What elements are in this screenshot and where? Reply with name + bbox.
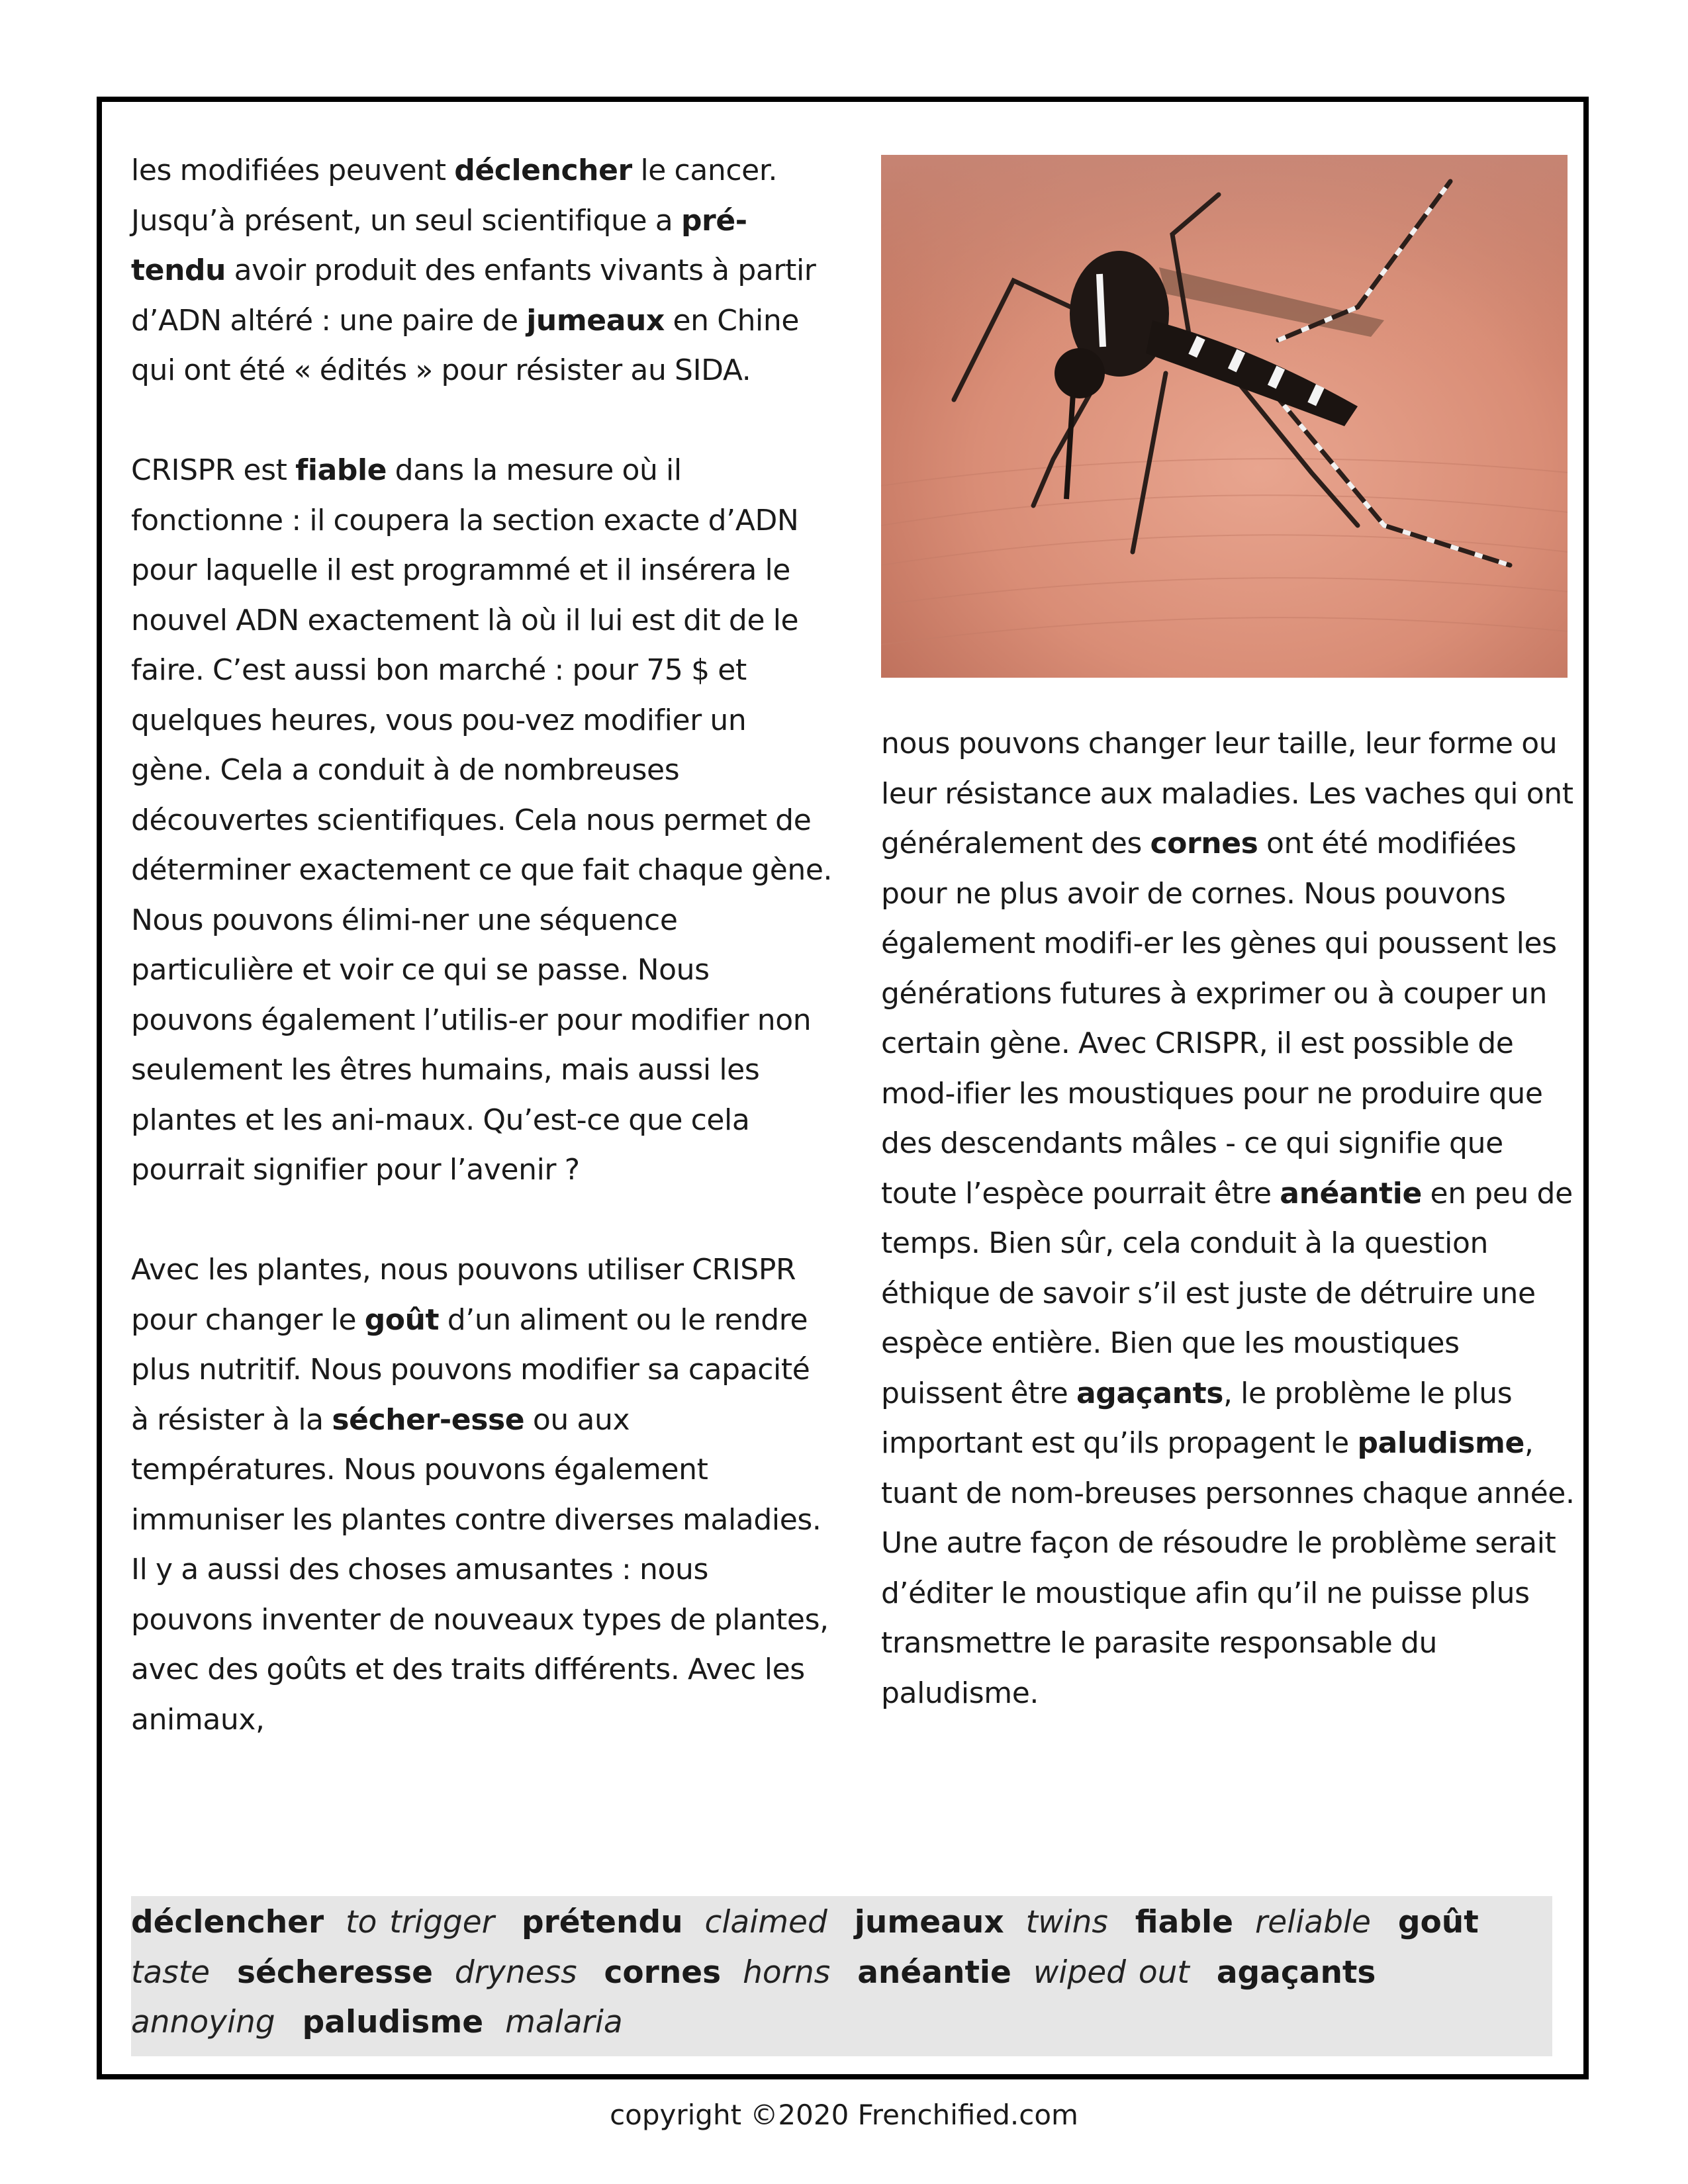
glossary-term: prétendu xyxy=(521,1904,683,1940)
glossary-translation: annoying xyxy=(131,2004,275,2040)
glossary-term: anéantie xyxy=(857,1954,1011,1991)
glossary-translation: malaria xyxy=(505,2004,623,2040)
glossary-translation: taste xyxy=(131,1954,211,1991)
text-run: le cancer. Jusqu’à présent, un seul scientifique a xyxy=(131,154,778,238)
vocabulary-glossary xyxy=(131,1896,1552,2056)
glossary-translation: wiped out xyxy=(1033,1954,1190,1991)
text-run: d’un aliment ou le rendre plus nutritif. Nous pouvons modifier sa capacité à résister à la xyxy=(131,1302,810,1437)
body-paragraph xyxy=(881,719,1576,1718)
copyright-footer: copyright ©2020 Frenchified.com xyxy=(610,2099,1078,2131)
text-run: CRISPR est xyxy=(131,453,296,487)
vocab-word: anéantie xyxy=(1280,1176,1422,1210)
vocab-word: cornes xyxy=(1150,827,1258,860)
right-column xyxy=(881,719,1576,1718)
vocab-word: goût xyxy=(364,1302,440,1337)
left-column xyxy=(131,146,833,1745)
text-run: en Chine qui ont été « édités » pour résister au SIDA. xyxy=(131,303,800,387)
glossary-term: goût xyxy=(1397,1904,1479,1940)
text-run: , tuant de nom-breuses personnes chaque année. Une autre façon de résoudre le problème serait d’éditer le moustique afin qu’il ne puisse plus transmettre le parasite responsable du paludisme. xyxy=(881,1426,1575,1710)
body-paragraph xyxy=(131,445,833,1195)
glossary-term: déclencher xyxy=(131,1904,324,1940)
vocab-word: paludisme xyxy=(1357,1426,1524,1460)
text-run: nous pouvons changer leur taille, leur forme ou leur résistance aux maladies. Les vaches qui ont généralement des xyxy=(881,727,1573,860)
text-run: Avec les plantes, nous pouvons utiliser CRISPR pour changer le xyxy=(131,1253,796,1337)
text-run: dans la mesure où il fonctionne : il coupera la section exacte d’ADN pour laquelle il est programmé et il insérera le nouvel ADN exactement là où il lui est dit de le faire. C’est aussi bon marché : pour 75 $ et quelques heures, vous pou-vez modifier un gène. Cela a conduit à de nombreuses découvertes scientifiques. Cela nous permet de déterminer exactement ce que fait chaque gène. Nous pouvons élimi-ner une séquence particulière et voir ce qui se passe. Nous pouvons également l’utilis-er pour modifier non seulement les êtres humains, mais aussi les plantes et les ani-maux. Qu’est-ce que cela pourrait signifier pour l’avenir ? xyxy=(131,453,833,1187)
mosquito-on-skin-image xyxy=(881,155,1568,678)
glossary-term: cornes xyxy=(604,1954,722,1991)
vocab-word: sécher-esse xyxy=(332,1402,525,1437)
text-run: ou aux températures. Nous pouvons également immuniser les plantes contre diverses maladies. Il y a aussi des choses amusantes : nous pouvons inventer de nouveaux types de plantes, avec des goûts et des traits différents. Avec les animaux, xyxy=(131,1402,829,1737)
body-paragraph xyxy=(131,146,833,396)
mosquito-photo xyxy=(881,155,1568,678)
vocab-word: agaçants xyxy=(1076,1376,1223,1410)
text-run: les modifiées peuvent xyxy=(131,154,455,187)
text-run: , le problème le plus important est qu’ils propagent le xyxy=(881,1376,1513,1460)
glossary-translation: horns xyxy=(743,1954,831,1991)
vocab-word: déclencher xyxy=(454,154,632,187)
glossary-term: jumeaux xyxy=(854,1904,1004,1940)
body-paragraph xyxy=(131,1245,833,1745)
text-run: ont été modifiées pour ne plus avoir de cornes. Nous pouvons également modifi-er les gènes qui poussent les générations futures à exprimer ou à couper un certain gène. Avec CRISPR, il est possible de mod-ifier les moustiques pour ne produire que des descendants mâles - ce qui signifie que toute l’espèce pourrait être xyxy=(881,827,1557,1210)
glossary-term: paludisme xyxy=(302,2004,484,2040)
vocab-word: fiable xyxy=(295,453,387,487)
glossary-translation: twins xyxy=(1025,1904,1108,1940)
vocab-word: pré-tendu xyxy=(131,203,747,287)
text-run: avoir produit des enfants vivants à partir d’ADN altéré : une paire de xyxy=(131,253,816,338)
vocab-word: jumeaux xyxy=(526,303,665,338)
text-run: en peu de temps. Bien sûr, cela conduit à la question éthique de savoir s’il est juste de détruire une espèce entière. Bien que les moustiques puissent être xyxy=(881,1176,1573,1410)
glossary-translation: to trigger xyxy=(346,1904,494,1940)
glossary-translation: reliable xyxy=(1254,1904,1371,1940)
glossary-term: sécheresse xyxy=(237,1954,433,1991)
glossary-translation: dryness xyxy=(454,1954,577,1991)
glossary-translation: claimed xyxy=(704,1904,827,1940)
glossary-term: agaçants xyxy=(1216,1954,1376,1991)
glossary-term: fiable xyxy=(1135,1904,1233,1940)
